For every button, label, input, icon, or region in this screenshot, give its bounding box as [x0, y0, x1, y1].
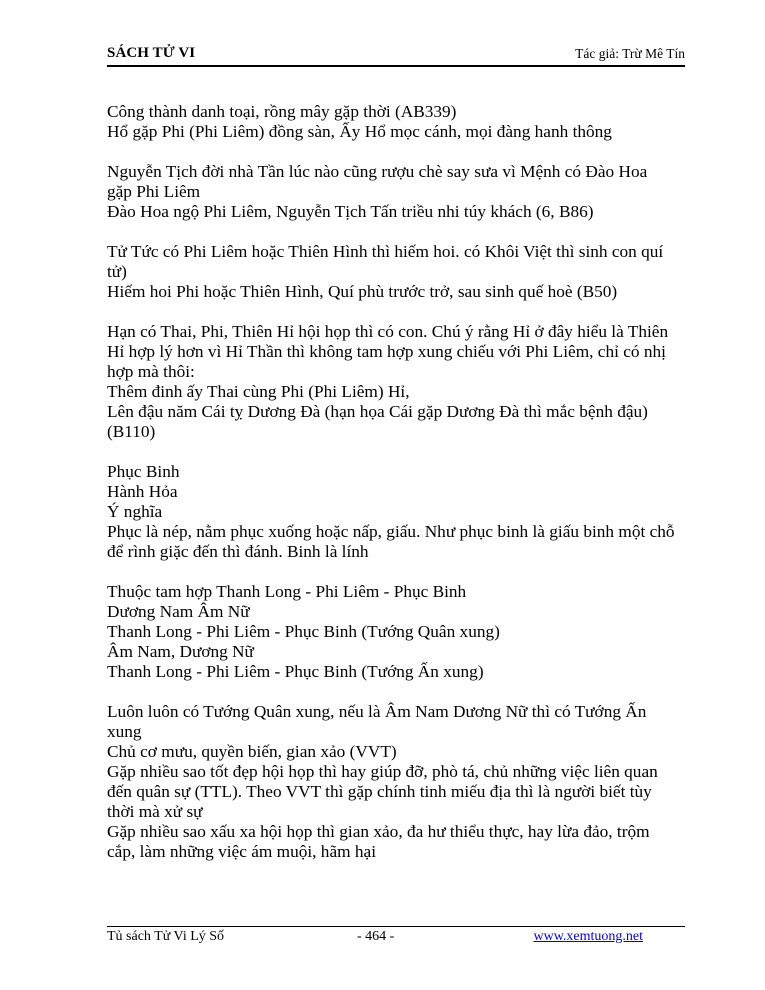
paragraph-6	[107, 582, 687, 682]
paragraph-2	[107, 162, 687, 222]
paragraph-3	[107, 242, 687, 302]
page-footer	[107, 929, 685, 949]
text-line: (B110)	[107, 422, 156, 441]
text-line: Thuộc tam hợp Thanh Long - Phi Liêm - Phục Binh	[107, 582, 467, 601]
text-line: Tử Tức có Phi Liêm hoặc Thiên Hình thì hiếm hoi. có Khôi Việt thì sinh con quí	[107, 242, 664, 261]
text-line: Lên đậu năm Cái tỵ Dương Đà (hạn họa Cái gặp Dương Đà thì mắc bệnh đậu)	[107, 402, 648, 421]
text-line: Dương Nam Âm Nữ	[107, 602, 250, 621]
paragraph-5	[107, 462, 687, 562]
text-line: Công thành danh toại, rồng mây gặp thời (AB339)	[107, 102, 457, 121]
text-line: thời mà xử sự	[107, 802, 203, 821]
page-header	[107, 45, 685, 65]
text-line: cắp, làm những việc ám muội, hãm hại	[107, 842, 376, 861]
text-line: Phục Binh	[107, 462, 180, 481]
footer-divider	[107, 926, 685, 927]
text-line: để rình giặc đến thì đánh. Binh là lính	[107, 542, 369, 561]
page-number: - 464 -	[357, 929, 395, 944]
text-line: Gặp nhiều sao tốt đẹp hội họp thì hay giúp đỡ, phò tá, chủ những việc liên quan	[107, 762, 658, 781]
text-line: Thanh Long - Phi Liêm - Phục Binh (Tướng Quân xung)	[107, 622, 500, 641]
text-line: Hành Hỏa	[107, 482, 178, 501]
text-line: hợp mà thôi:	[107, 362, 195, 381]
header-divider	[107, 65, 685, 67]
paragraph-1	[107, 102, 687, 142]
text-line: đến quân sự (TTL). Theo VVT thì gặp chính tinh miếu địa thì là người biết tùy	[107, 782, 652, 801]
text-line: Hổ gặp Phi (Phi Liêm) đồng sàn, Ấy Hổ mọc cánh, mọi đàng hanh thông	[107, 122, 612, 141]
text-line: Luôn luôn có Tướng Quân xung, nếu là Âm Nam Dương Nữ thì có Tướng Ấn	[107, 702, 647, 721]
text-line: Đào Hoa ngộ Phi Liêm, Nguyễn Tịch Tấn triều nhi túy khách (6, B86)	[107, 202, 594, 221]
text-line: Hạn có Thai, Phi, Thiên Hỉ hội họp thì có con. Chú ý rằng Hỉ ở đây hiểu là Thiên	[107, 322, 669, 341]
book-series: Tủ sách Tử Vi Lý Số	[107, 929, 225, 944]
text-line: Thanh Long - Phi Liêm - Phục Binh (Tướng Ấn xung)	[107, 662, 484, 681]
text-line: Hỉ hợp lý hơn vì Hỉ Thần thì không tam hợp xung chiếu với Phi Liêm, chỉ có nhị	[107, 342, 666, 361]
text-line: Nguyễn Tịch đời nhà Tần lúc nào cũng rượu chè say sưa vì Mệnh có Đào Hoa	[107, 162, 648, 181]
text-line: Chủ cơ mưu, quyền biến, gian xảo (VVT)	[107, 742, 397, 761]
text-line: gặp Phi Liêm	[107, 182, 201, 201]
website-link[interactable]: www.xemtuong.net	[533, 929, 643, 944]
paragraph-7	[107, 702, 687, 862]
book-title: SÁCH TỬ VI	[107, 45, 196, 61]
paragraph-4	[107, 322, 687, 442]
text-line: xung	[107, 722, 142, 741]
text-line: Gặp nhiều sao xấu xa hội họp thì gian xảo, đa hư thiểu thực, hay lừa đảo, trộm	[107, 822, 650, 841]
text-line: Phục là nép, nằm phục xuống hoặc nấp, giấu. Như phục binh là giấu binh một chỗ	[107, 522, 675, 541]
text-line: Thêm đinh ấy Thai cùng Phi (Phi Liêm) Hỉ,	[107, 382, 410, 401]
author-credit: Tác giả: Trừ Mê Tín	[575, 46, 685, 61]
text-line: tử)	[107, 262, 127, 281]
page-body	[107, 102, 687, 882]
text-line: Âm Nam, Dương Nữ	[107, 642, 254, 661]
text-line: Hiếm hoi Phi hoặc Thiên Hình, Quí phù trước trở, sau sinh quế hoè (B50)	[107, 282, 618, 301]
text-line: Ý nghĩa	[107, 502, 163, 521]
